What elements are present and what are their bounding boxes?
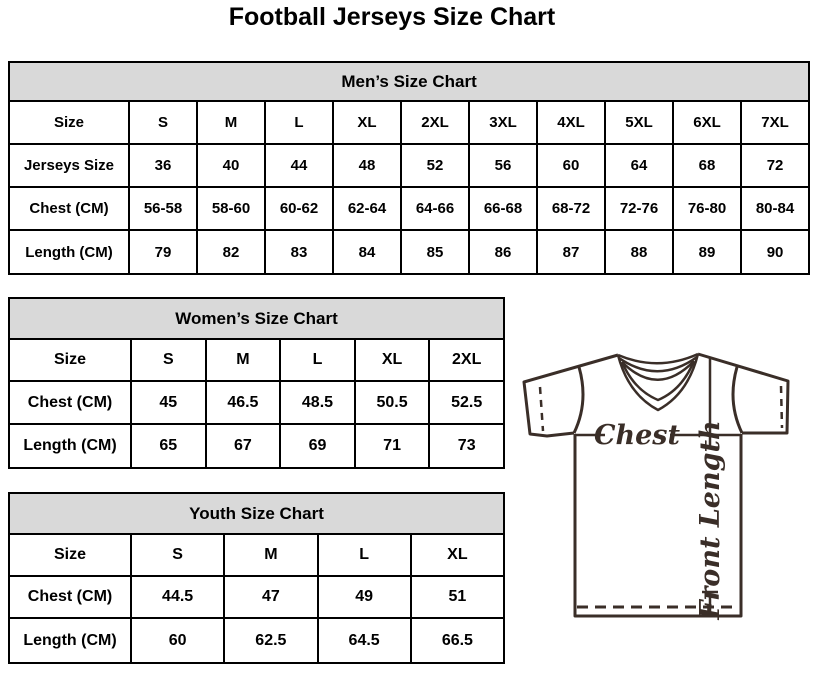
cell: 4XL — [537, 101, 605, 144]
cell: 56 — [469, 144, 537, 187]
right-armhole-seam — [733, 367, 742, 433]
table-row — [9, 618, 504, 663]
cell: 85 — [401, 230, 469, 274]
cell: 44.5 — [131, 576, 224, 618]
cell: 64.5 — [318, 618, 411, 663]
cell: S — [131, 534, 224, 576]
cell: L — [318, 534, 411, 576]
cell: 47 — [224, 576, 317, 618]
table-row — [9, 381, 504, 424]
row-label: Length (CM) — [9, 424, 131, 468]
cell: 60 — [537, 144, 605, 187]
row-label: Size — [9, 534, 131, 576]
cell: 60 — [131, 618, 224, 663]
table-row — [9, 144, 809, 187]
row-label: Chest (CM) — [9, 381, 131, 424]
table-row — [9, 101, 809, 144]
cell: 48 — [333, 144, 401, 187]
womens-size-table — [8, 297, 505, 469]
cell: M — [206, 339, 281, 381]
cell: 79 — [129, 230, 197, 274]
cell: 48.5 — [280, 381, 355, 424]
cell: 62-64 — [333, 187, 401, 230]
chest-label: Chest — [594, 420, 680, 451]
cell: 71 — [355, 424, 430, 468]
cell: S — [129, 101, 197, 144]
cell: XL — [411, 534, 504, 576]
cell: 3XL — [469, 101, 537, 144]
cell: 68 — [673, 144, 741, 187]
cell: 2XL — [429, 339, 504, 381]
cell: 89 — [673, 230, 741, 274]
cell: 90 — [741, 230, 809, 274]
cell: XL — [355, 339, 430, 381]
cell: 68-72 — [537, 187, 605, 230]
left-cuff-stitch-dashes — [540, 387, 543, 431]
row-label: Size — [9, 101, 129, 144]
table-row — [9, 187, 809, 230]
youth-table-title: Youth Size Chart — [9, 493, 504, 534]
table-row — [9, 534, 504, 576]
cell: 52.5 — [429, 381, 504, 424]
table-header-row — [9, 62, 809, 101]
womens-table-title: Women’s Size Chart — [9, 298, 504, 339]
cell: S — [131, 339, 206, 381]
cell: 67 — [206, 424, 281, 468]
cell: 87 — [537, 230, 605, 274]
cell: 66-68 — [469, 187, 537, 230]
cell: 69 — [280, 424, 355, 468]
row-label: Length (CM) — [9, 230, 129, 274]
left-armhole-seam — [574, 367, 583, 433]
cell: 83 — [265, 230, 333, 274]
cell: 80-84 — [741, 187, 809, 230]
cell: 82 — [197, 230, 265, 274]
row-label: Length (CM) — [9, 618, 131, 663]
cell: 51 — [411, 576, 504, 618]
cell: 52 — [401, 144, 469, 187]
table-row — [9, 339, 504, 381]
cell: 86 — [469, 230, 537, 274]
right-cuff-stitch-dashes — [781, 386, 782, 428]
cell: 7XL — [741, 101, 809, 144]
row-label: Size — [9, 339, 131, 381]
cell: 58-60 — [197, 187, 265, 230]
row-label: Chest (CM) — [9, 576, 131, 618]
cell: 66.5 — [411, 618, 504, 663]
cell: 64 — [605, 144, 673, 187]
cell: 44 — [265, 144, 333, 187]
cell: 76-80 — [673, 187, 741, 230]
front-length-label: Front Length — [695, 420, 726, 620]
youth-size-table — [8, 492, 505, 664]
row-label: Chest (CM) — [9, 187, 129, 230]
cell: M — [197, 101, 265, 144]
cell: 72-76 — [605, 187, 673, 230]
collar-arc-outer — [618, 354, 698, 363]
cell: 56-58 — [129, 187, 197, 230]
cell: 73 — [429, 424, 504, 468]
table-row — [9, 230, 809, 274]
cell: 46.5 — [206, 381, 281, 424]
cell: 45 — [131, 381, 206, 424]
cell: 5XL — [605, 101, 673, 144]
cell: XL — [333, 101, 401, 144]
cell: 50.5 — [355, 381, 430, 424]
row-label: Jerseys Size — [9, 144, 129, 187]
table-header-row — [9, 493, 504, 534]
cell: 64-66 — [401, 187, 469, 230]
page-title: Football Jerseys Size Chart — [228, 3, 556, 31]
cell: 62.5 — [224, 618, 317, 663]
cell: L — [280, 339, 355, 381]
mens-size-table — [8, 61, 810, 275]
cell: 72 — [741, 144, 809, 187]
cell: 36 — [129, 144, 197, 187]
cell: 40 — [197, 144, 265, 187]
cell: 2XL — [401, 101, 469, 144]
table-row — [9, 424, 504, 468]
cell: 49 — [318, 576, 411, 618]
table-row — [9, 576, 504, 618]
cell: 65 — [131, 424, 206, 468]
cell: 84 — [333, 230, 401, 274]
jersey-diagram — [510, 330, 816, 675]
mens-table-title: Men’s Size Chart — [9, 62, 809, 101]
cell: 88 — [605, 230, 673, 274]
cell: M — [224, 534, 317, 576]
cell: L — [265, 101, 333, 144]
cell: 6XL — [673, 101, 741, 144]
cell: 60-62 — [265, 187, 333, 230]
table-header-row — [9, 298, 504, 339]
